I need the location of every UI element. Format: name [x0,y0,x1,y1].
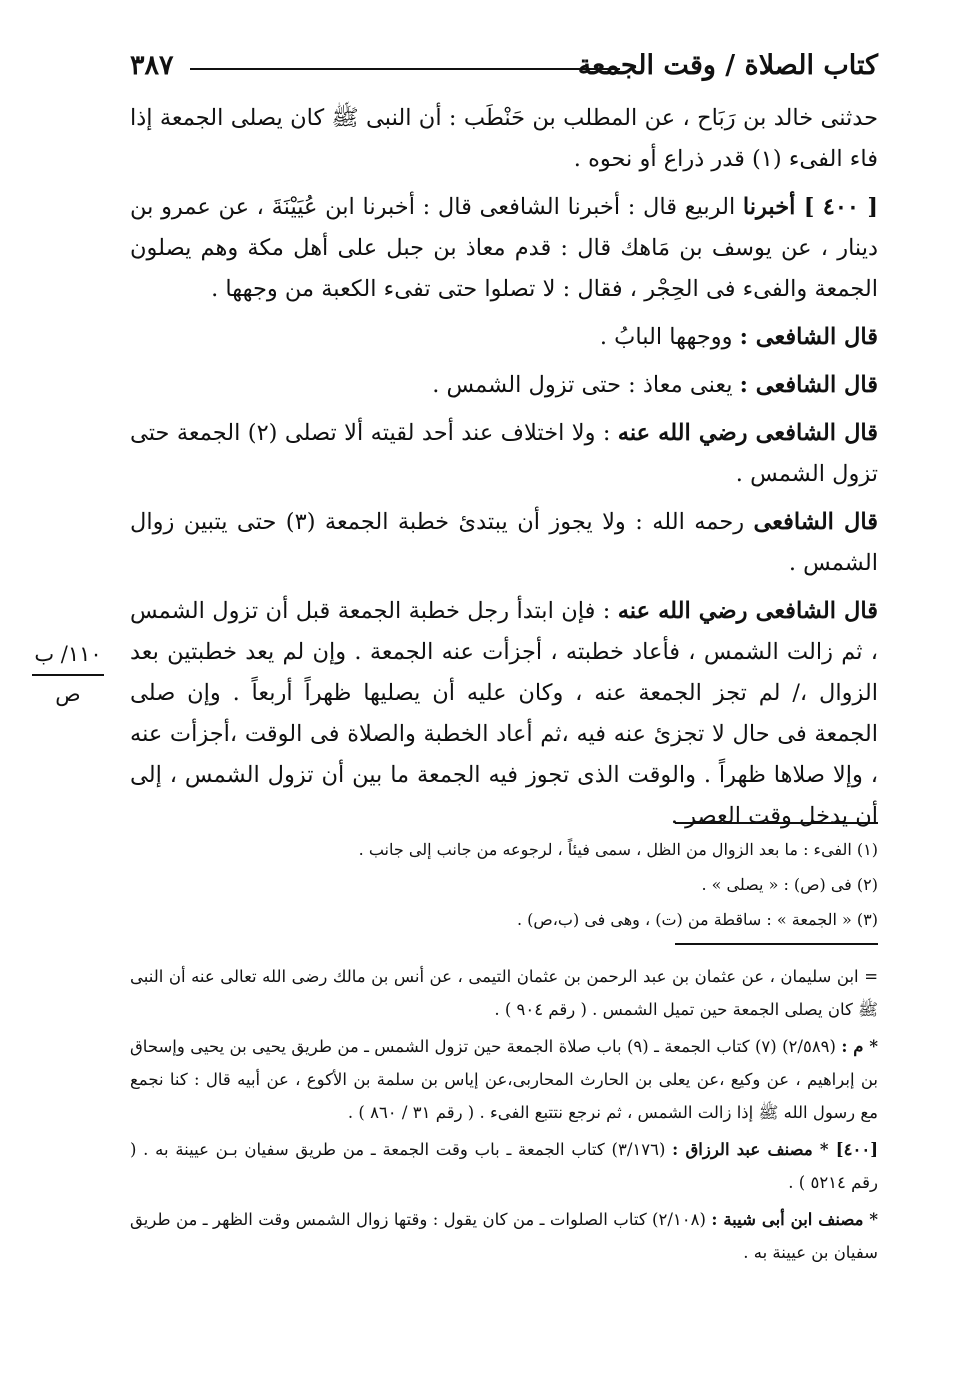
running-title: كتاب الصلاة / وقت الجمعة [577,50,878,81]
paragraph-shafii-3: قال الشافعى رضي الله عنه : ولا اختلاف عند أحد لقيته ألا تصلى (٢) الجمعة حتى تزول الشمس . [130,420,879,487]
page-number: ٣٨٧ [130,50,174,81]
reference-ibn-abi-shayba: * مصنف ابن أبى شيبة : (٢/١٠٨) كتاب الصلوات ـ من كان يقول : وقتها زوال الشمس وقت الظهر ـ من طريق سفيان بن عيينة به . [130,1210,878,1262]
speaker-label: قال الشافعى : [739,372,878,398]
speaker-label: قال الشافعى رضي الله عنه [617,598,879,624]
paragraph-1: حدثنى خالد بن رَبَاح ، عن المطلب بن حَنْطَب : أن النبى ﷺ كان يصلى الجمعة إذا فاء الفىء (١) قدر ذراع أو نحوه . [130,105,878,172]
paragraph-shafii-4: قال الشافعى رحمه الله : ولا يجوز أن يبتدئ خطبة الجمعة (٣) حتى يتبين زوال الشمس . [130,509,878,576]
footnote-rule [675,822,878,824]
manuscript-margin-note [28,640,108,708]
main-text [130,98,878,844]
paragraph-400: [ ٤٠٠ ] أخبرنا الربيع قال : أخبرنا الشافعى قال : أخبرنا ابن عُيَيْنَةَ ، عن عمرو بن دينار ، عن يوسف بن مَاهك قال : قدم معاذ بن جبل على أهل مكة وهم يصلون الجمعة والفىء فى الحِجْر ، فقال : لا تصلوا حتى تفىء الكعبة من وجهها . [130,194,879,302]
paragraph-shafii-5: قال الشافعى رضي الله عنه : فإن ابتدأ رجل خطبة الجمعة قبل أن تزول الشمس ، ثم زالت الشمس ، فأعاد خطبته ، أجزأت عنه الجمعة . وإن لم يعد خطبتين بعد الزوال ،/ لم تجز الجمعة عنه ، وكان عليه أن يصليها ظهراً أربعاً . وإن صلى الجمعة فى حال لا تجزئ عنه فيه ،ثم أعاد الخطبة والصلاة فى الوقت ،أجزأت عنه ، وإلا صلاها ظهراً . والوقت الذى تجوز فيه الجمعة ما بين أن تزول الشمس ، إلى أن يدخل وقت العصر . [130,598,879,829]
margin-note-folio: ١١٠/ ب [34,642,102,666]
footnote-1: (١) الفىء : ما بعد الزوال من الظل ، سمى فيئاً ، لرجوعه من جانب إلى جانب . [358,840,878,859]
reference-abd-al-razzaq: [٤٠٠] * مصنف عبد الرزاق : (٣/١٧٦) كتاب الجمعة ـ باب وقت الجمعة ـ من طريق سفيان بـن عيينة به . ( رقم ٥٢١٤ ) . [130,1140,878,1192]
margin-note-rule [32,674,104,676]
takhrij-references [130,960,878,1273]
reference-muslim: * م : (٢/٥٨٩) (٧) كتاب الجمعة ـ (٩) باب صلاة الجمعة حين تزول الشمس ـ من طريق يحيى بن يحيى وإسحاق بن إبراهيم ، عن وكيع ،عن يعلى بن الحارث المحاربى،عن إياس بن سلمة بن الأكوع ، عن أبيه قال : كنا نجمع مع رسول الله ﷺ إذا زالت الشمس ، ثم نرجع نتتبع الفىء . ( رقم ٣١ / ٨٦٠ ) . [130,1037,878,1122]
header-rule [190,68,620,70]
footnotes [300,832,878,937]
reference-continuation: = ابن سليمان ، عن عثمان بن عبد الرحمن بن عثمان التيمى ، عن أنس بن مالك رضى الله تعالى عنه أن النبى ﷺ كان يصلى الجمعة حين تميل الشمس . ( رقم ٩٠٤ ) . [130,967,879,1019]
page-header [130,50,878,90]
speaker-label: قال الشافعى [753,509,878,535]
paragraph-shafii-1: قال الشافعى : ووجهها البابُ . [599,324,878,350]
paragraph-shafii-2: قال الشافعى : يعنى معاذ : حتى تزول الشمس . [432,372,878,398]
speaker-label: قال الشافعى : [739,324,878,350]
hadith-number-label: [ ٤٠٠ ] أخبرنا [742,194,879,220]
footnote-3: (٣) « الجمعة » : ساقطة من (ت) ، وهى فى (ب،ص) . [517,910,878,929]
footnote-2: (٢) فى (ص) : « يصلى » . [701,875,878,894]
references-rule [675,943,878,945]
speaker-label: قال الشافعى رضي الله عنه [617,420,879,446]
margin-note-siglum: ص [55,682,81,706]
